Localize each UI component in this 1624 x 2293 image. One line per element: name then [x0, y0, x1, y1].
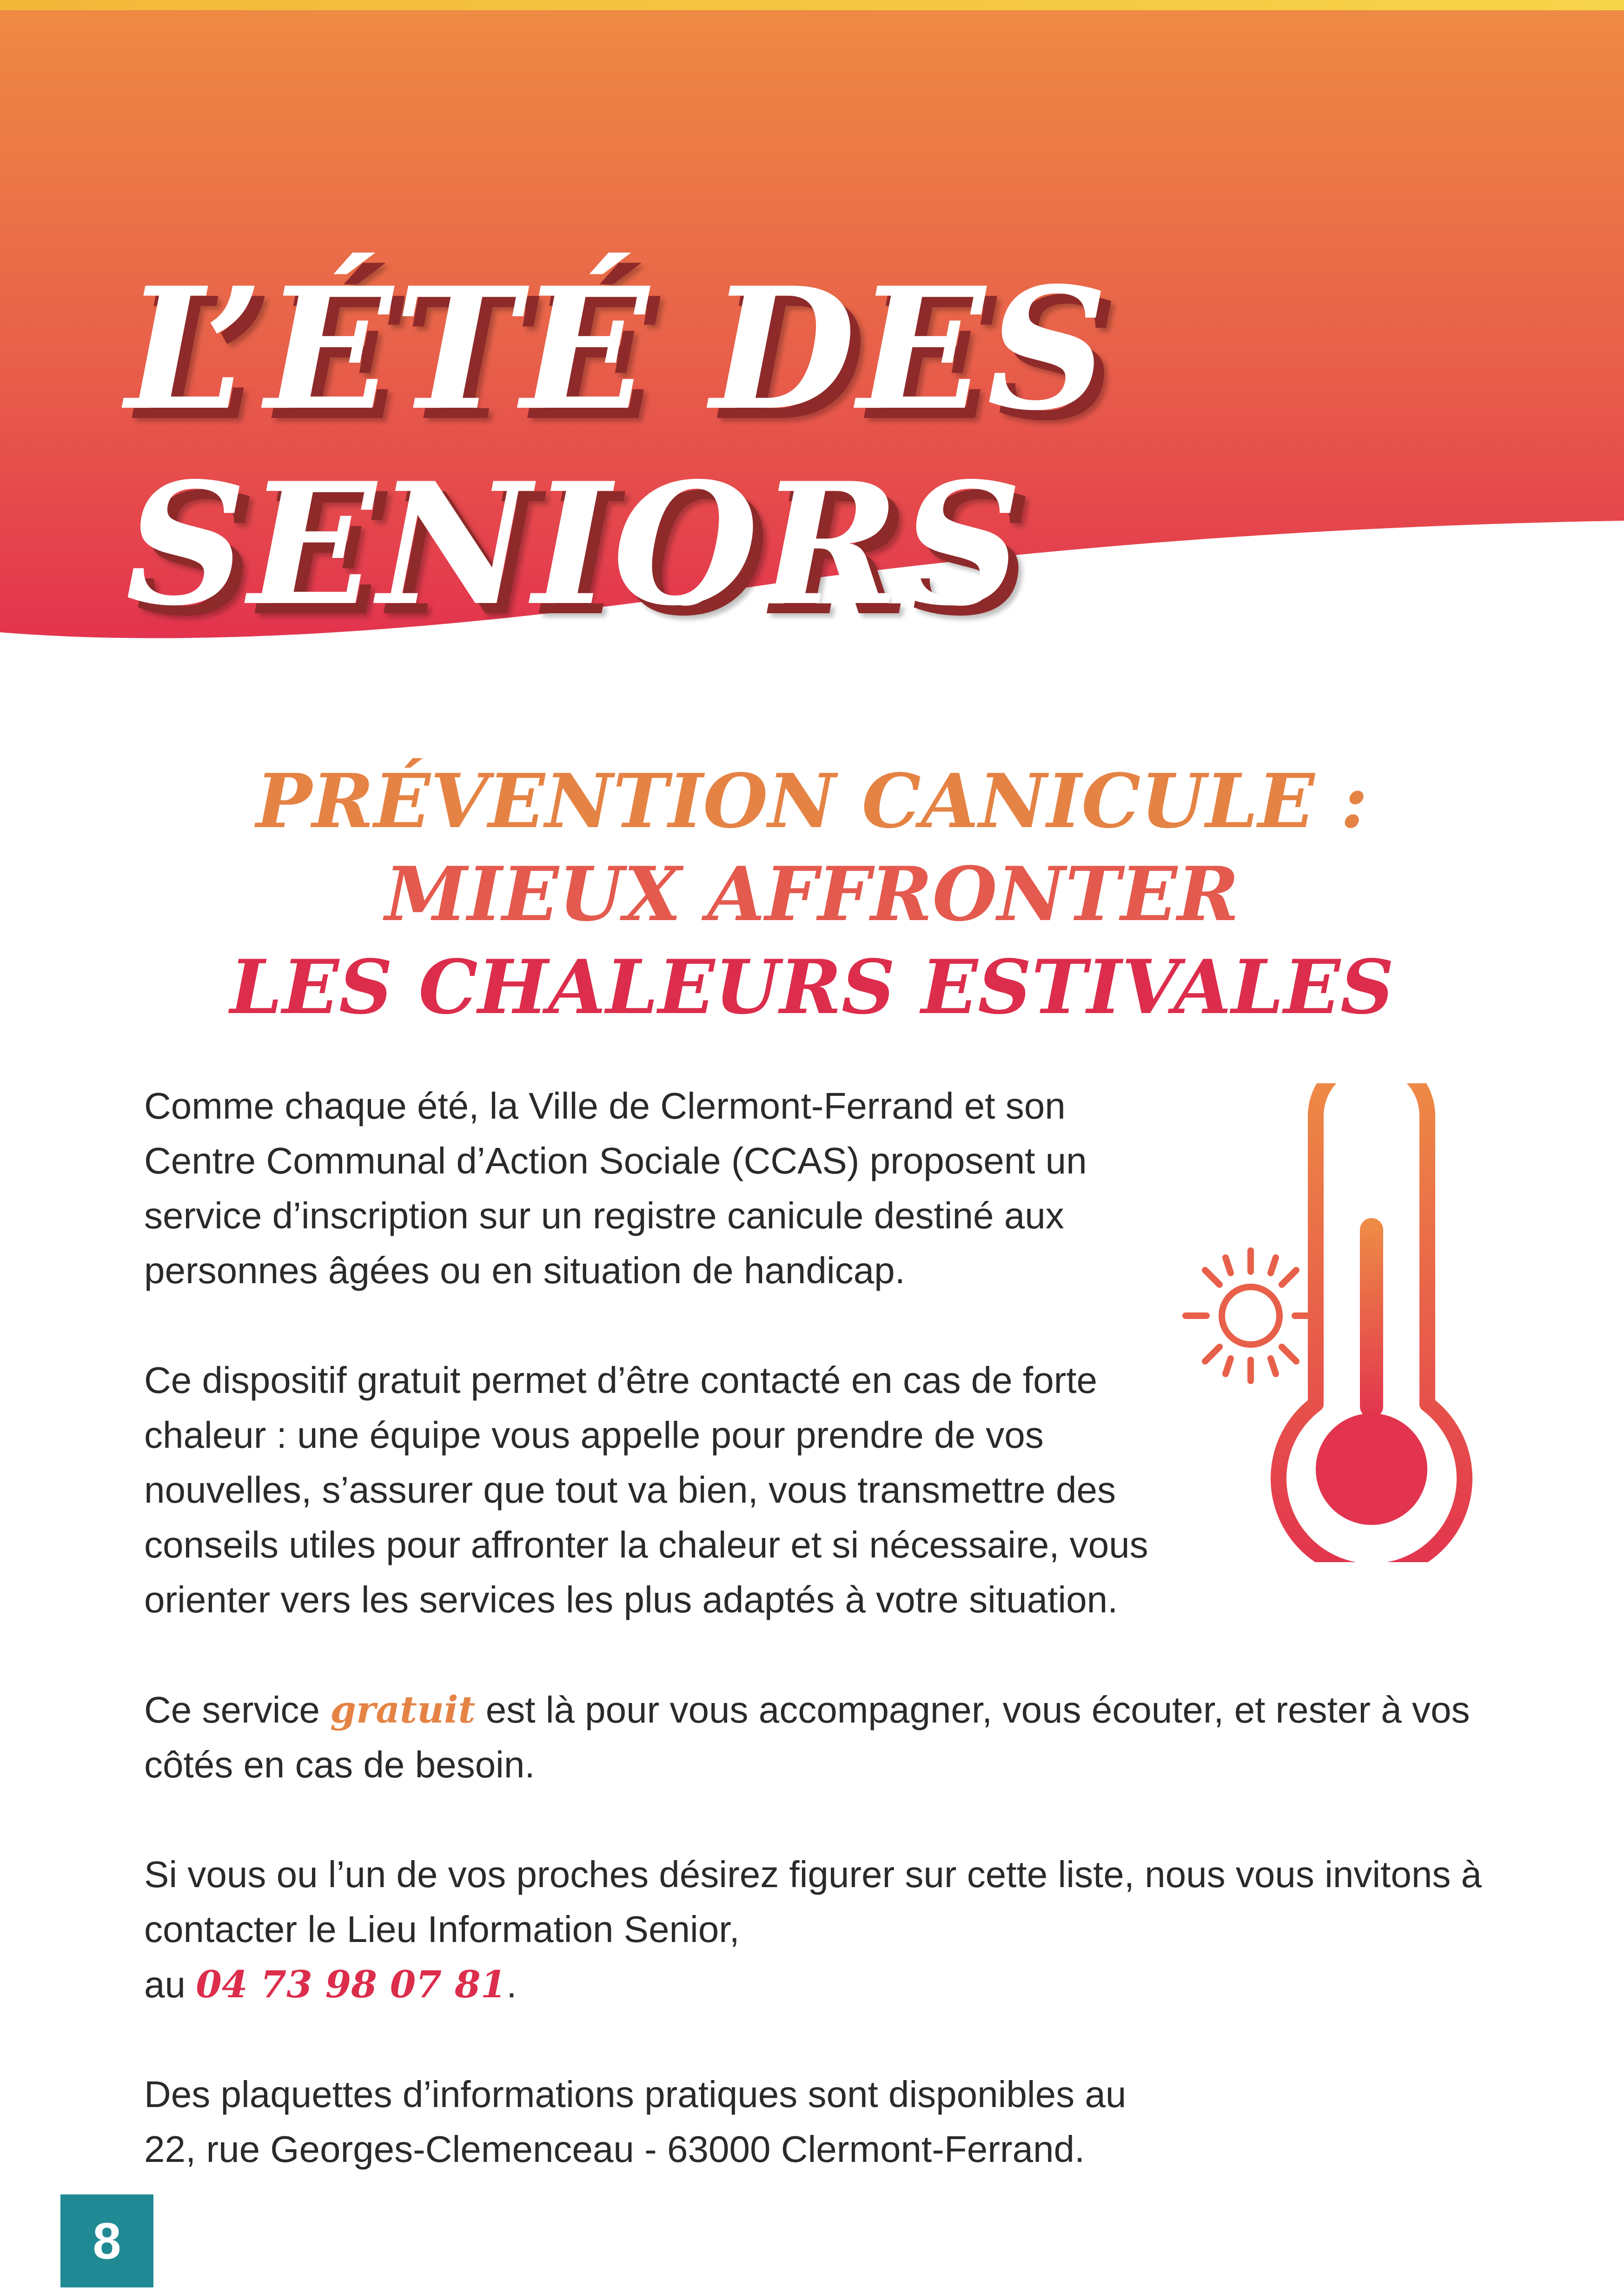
- paragraph-free-text-end: est là pour vous accompagner, vous écouter, et rester à vos côtés en cas de besoin.: [144, 1689, 1470, 1785]
- paragraph-free-service: [144, 1682, 1516, 1792]
- title-line-1: L’ÉTÉ DES: [126, 251, 1110, 448]
- paragraph-contact: [144, 1847, 1516, 2012]
- title-line-2: SENIORS: [126, 446, 1024, 643]
- phone-number[interactable]: 04 73 98 07 81: [196, 1962, 507, 2006]
- contact-prefix: au: [144, 1964, 196, 2005]
- page-title: [126, 252, 1334, 642]
- paragraph-service: Ce dispositif gratuit permet d’être contacté en cas de forte chaleur : une équipe vous appelle pour prendre de vos nouvelles, s’assurer que tout va bien, vous transmettre des conseils utiles pour affronter la chaleur et si nécessaire, vous orienter vers les services les plus adaptés à votre situation.: [144, 1359, 1148, 1620]
- page-number: 8: [60, 2194, 153, 2287]
- brochures-address: 22, rue Georges-Clemenceau - 63000 Clermont-Ferrand.: [144, 2128, 1085, 2170]
- free-highlight: gratuit: [330, 1688, 476, 1731]
- subtitle-line-2: MIEUX AFFRONTER: [384, 850, 1240, 938]
- section-subtitle: [0, 755, 1624, 1034]
- paragraph-brochures: [144, 2067, 1516, 2177]
- paragraph-intro: Comme chaque été, la Ville de Clermont-Ferrand et son Centre Communal d’Action Sociale (CCAS) proposent un service d’inscription sur un registre canicule destiné aux personnes âgées ou en situation de handicap.: [144, 1085, 1087, 1291]
- subtitle-line-1: PRÉVENTION CANICULE :: [256, 757, 1368, 845]
- paragraph-free-text-start: Ce service: [144, 1689, 331, 1730]
- subtitle-line-3: LES CHALEURS ESTIVALES: [230, 943, 1394, 1031]
- contact-suffix: .: [506, 1964, 517, 2005]
- brochures-line-1: Des plaquettes d’informations pratiques sont disponibles au: [144, 2074, 1127, 2115]
- body-text: [144, 1079, 1516, 2232]
- contact-text: Si vous ou l’un de vos proches désirez figurer sur cette liste, nous vous invitons à contacter le Lieu Information Senior,: [144, 1854, 1482, 1950]
